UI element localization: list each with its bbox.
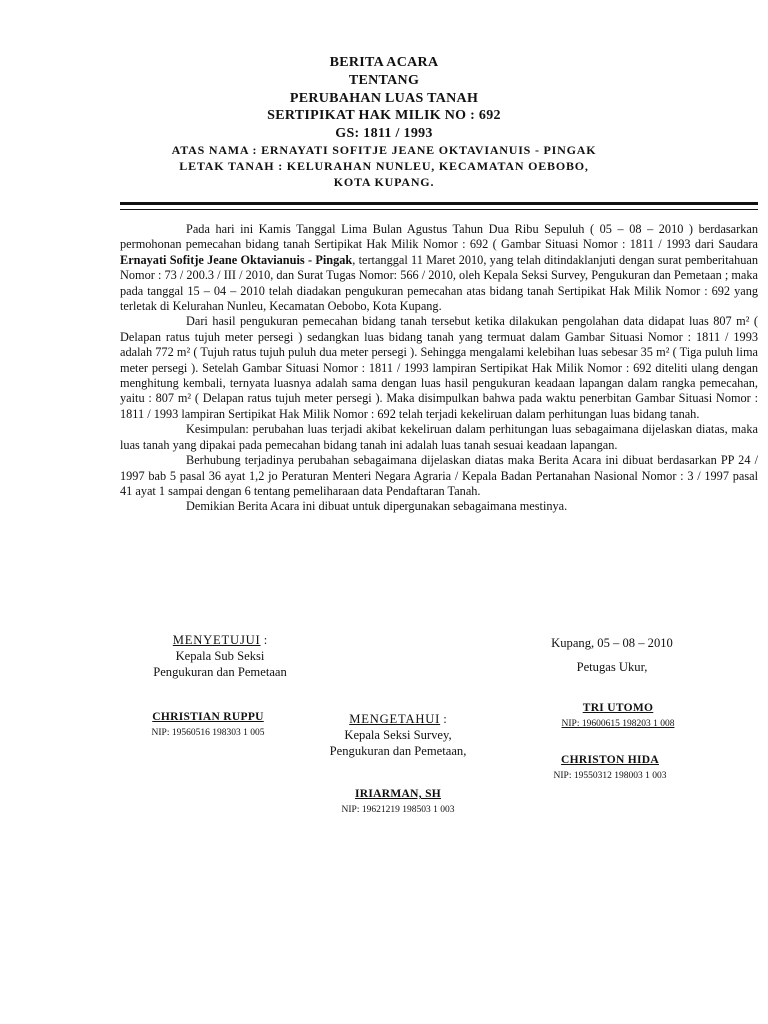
signer-tri-utomo xyxy=(518,700,718,732)
title-berita-acara: BERITA ACARA xyxy=(329,55,439,70)
mengetahui-role-2: Pengukuran dan Pemetaan, xyxy=(329,744,467,758)
signer-name: TRI UTOMO xyxy=(582,702,654,714)
title-gs: GS: 1811 / 1993 xyxy=(335,126,433,141)
kota-line: KOTA KUPANG. xyxy=(333,175,435,189)
place-date: Kupang, 05 – 08 – 2010 xyxy=(551,636,673,650)
signer-nip: NIP: 19600615 198203 1 008 xyxy=(561,719,675,729)
signer-nip: NIP: 19550312 198003 1 003 xyxy=(553,771,667,781)
paragraph-5: Demikian Berita Acara ini dibuat untuk dipergunakan sebagaimana mestinya. xyxy=(186,499,568,514)
letak-tanah-line: LETAK TANAH : KELURAHAN NUNLEU, KECAMATAN OEBOBO, xyxy=(179,159,589,173)
signer-name: IRIARMAN, SH xyxy=(354,788,442,800)
signer-iriarman xyxy=(298,786,498,818)
menyetujui-colon: : xyxy=(260,633,268,647)
atas-nama-line: ATAS NAMA : ERNAYATI SOFITJE JEANE OKTAVIANUIS - PINGAK xyxy=(171,143,597,157)
header-divider-thin xyxy=(120,209,758,210)
mengetahui-colon: : xyxy=(440,712,447,726)
signature-menyetujui xyxy=(120,632,320,680)
signer-christon-hida xyxy=(510,752,710,784)
paragraph-2: Dari hasil pengukuran pemecahan bidang tanah tersebut ketika dilakukan pengolahan data didapat luas 807 m² ( Delapan ratus tujuh meter persegi ) sedangkan luas bidang tanah yang termuat dalam Gambar Situasi Nomor : 1811 / 1993 adalah 772 m² ( Tujuh ratus tujuh puluh dua meter persegi ). Sehingga mengalami kelebihan luas sebesar 35 m² ( Tiga puluh lima meter persegi ). Setelah Gambar Situasi Nomor : 1811 / 1993 lampiran Sertipikat Hak Milik Nomor : 692 diteliti ulang dengan menghitung kembali, ternyata luasnya adalah sama dengan luas hasil pengukuran keadaan lapangan dalam rangka pemecahan, yaitu : 807 m² ( Delapan ratus tujuh meter persegi ). Maka disimpulkan bahwa pada waktu penerbitan Gambar Situasi Nomor : 1811 / 1993 lampiran Sertipikat Hak Milik Nomor : 692 telah terjadi kekeliruan dalam perhitungan luas bidang tanah. xyxy=(120,314,758,421)
menyetujui-label: MENYETUJUI xyxy=(172,633,261,647)
paragraph-1-text-b: , tertanggal 11 Maret 2010, yang telah ditindaklanjuti dengan surat pemberitahuan Nomor : 73 / 200.3 / III / 2010, dan Surat Tugas Nomor: 566 / 2010, oleh Kepala Seksi Survey, Pengukuran dan Pemetaan ; maka pada tanggal 15 – 04 – 2010 telah diadakan pengukuran pemecahan atas bidang tanah Sertipikat Hak Milik Nomor : 692 yang terletak di Kelurahan Nunleu, Kecamatan Oebobo, Kota Kupang. xyxy=(120,252,759,314)
paragraph-3: Kesimpulan: perubahan luas terjadi akibat kekeliruan dalam perhitungan luas sebagaimana dijelaskan diatas, maka luas tanah yang dipakai pada pemecahan bidang tanah ini adalah luas tanah sesuai keadaan lapangan. xyxy=(120,422,758,452)
signer-name: CHRISTON HIDA xyxy=(561,754,659,766)
menyetujui-heading xyxy=(120,632,320,648)
signer-nip: NIP: 19621219 198503 1 003 xyxy=(341,805,455,815)
signature-mengetahui xyxy=(298,711,498,759)
signer-name: CHRISTIAN RUPPU xyxy=(152,711,264,723)
mengetahui-heading xyxy=(298,711,498,727)
signer-christian-ruppu xyxy=(108,709,308,741)
title-sertipikat: SERTIPIKAT HAK MILIK NO : 692 xyxy=(267,108,501,123)
paragraph-4: Berhubung terjadinya perubahan sebagaimana dijelaskan diatas maka Berita Acara ini dibuat berdasarkan PP 24 / 1997 bab 5 pasal 36 ayat 1,2 jo Peraturan Menteri Negara Agraria / Kepala Badan Pertanahan Nasional Nomor : 3 / 1997 pasal 41 ayat 1 sampai dengan 6 tentang pemeliharaan data Pendaftaran Tanah. xyxy=(120,453,758,498)
mengetahui-role-1: Kepala Seksi Survey, xyxy=(344,728,452,742)
mengetahui-label: MENGETAHUI xyxy=(349,712,441,726)
signature-petugas-ukur xyxy=(512,633,712,677)
title-perubahan: PERUBAHAN LUAS TANAH xyxy=(289,91,479,106)
document-body xyxy=(120,222,758,515)
paragraph-1-text-a: Pada hari ini Kamis Tanggal Lima Bulan Agustus Tahun Dua Ribu Sepuluh ( 05 – 08 – 2010 ) berdasarkan permohonan pemecahan bidang tanah Sertipikat Hak Milik Nomor : 692 ( Gambar Situasi Nomor : 1811 / 1993 dari Saudara xyxy=(120,222,758,252)
paragraph-1-name: Ernayati Sofitje Jeane Oktavianuis - Pingak xyxy=(120,252,353,267)
signer-nip: NIP: 19560516 198303 1 005 xyxy=(151,728,265,738)
paragraph-1 xyxy=(120,222,758,314)
header-divider-thick xyxy=(120,202,758,205)
title-tentang: TENTANG xyxy=(348,73,420,88)
petugas-role: Petugas Ukur, xyxy=(576,660,648,674)
menyetujui-role-2: Pengukuran dan Pemetaan xyxy=(153,665,287,679)
menyetujui-role-1: Kepala Sub Seksi xyxy=(175,649,265,663)
